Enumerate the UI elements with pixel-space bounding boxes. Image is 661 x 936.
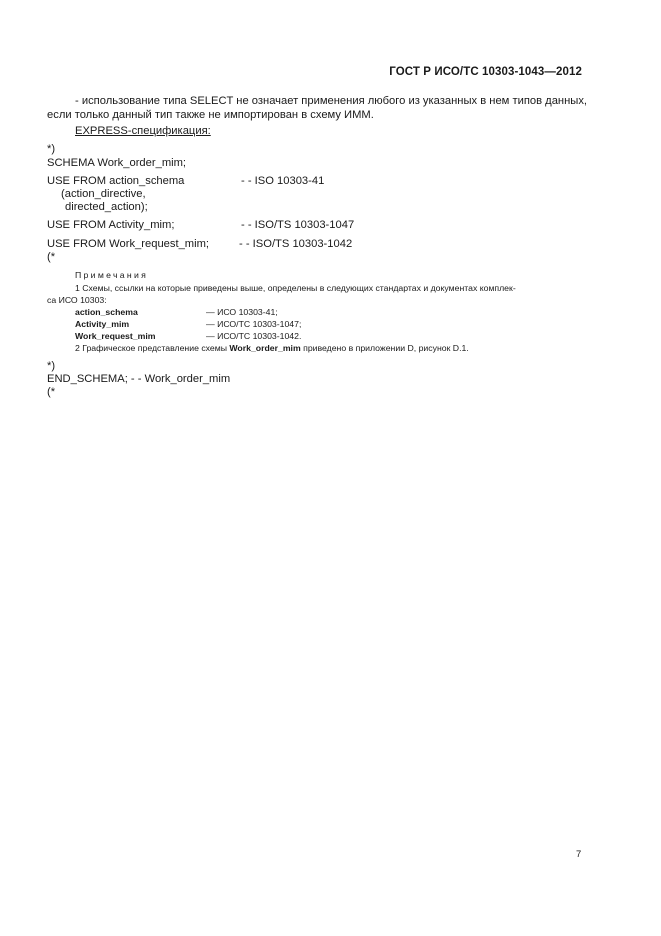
intro-line-2: если только данный тип также не импортирован в схему ИММ. bbox=[47, 109, 374, 121]
code-use-request: USE FROM Work_request_mim; bbox=[47, 238, 210, 250]
footer-close-comment: (* bbox=[47, 386, 56, 398]
code-schema-line: SCHEMA Work_order_mim; bbox=[47, 157, 187, 169]
end-schema-line: END_SCHEMA; - - Work_order_mim bbox=[47, 373, 231, 385]
standard-header: ГОСТ Р ИСО/ТС 10303-1043—2012 bbox=[389, 66, 582, 78]
code-item-2: directed_action); bbox=[65, 201, 148, 213]
code-use-action-ref: - - ISO 10303-41 bbox=[241, 175, 325, 187]
note-1-line-2: са ИСО 10303: bbox=[47, 295, 107, 305]
notes-heading: Примечания bbox=[75, 270, 149, 280]
code-item-1: (action_directive, bbox=[61, 188, 146, 200]
code-use-activity-ref: - - ISO/TS 10303-1047 bbox=[241, 219, 355, 231]
code-open-comment: *) bbox=[47, 143, 56, 155]
code-use-activity: USE FROM Activity_mim; bbox=[47, 219, 175, 231]
ref-name: Activity_mim bbox=[75, 319, 130, 329]
ref-name: action_schema bbox=[75, 307, 138, 317]
note-2-suffix: приведено в приложении D, рисунок D.1. bbox=[303, 343, 469, 353]
code-use-request-ref: - - ISO/TS 10303-1042 bbox=[239, 238, 353, 250]
code-use-action: USE FROM action_schema bbox=[47, 175, 185, 187]
ref-doc: — ИСО/ТС 10303-1042. bbox=[206, 331, 302, 341]
page-number: 7 bbox=[576, 849, 582, 860]
note-2-schema-name: Work_order_mim bbox=[229, 343, 301, 353]
intro-line-1: - использование типа SELECT не означает применения любого из указанных в нем типов данных, bbox=[75, 95, 588, 107]
footer-open-comment: *) bbox=[47, 360, 56, 372]
code-close-comment: (* bbox=[47, 251, 56, 263]
ref-doc: — ИСО/ТС 10303-1047; bbox=[206, 319, 302, 329]
note-1-line-1: 1 Схемы, ссылки на которые приведены выше, определены в следующих стандартах и документах комплек- bbox=[75, 283, 516, 293]
ref-doc: — ИСО 10303-41; bbox=[206, 307, 278, 317]
ref-name: Work_request_mim bbox=[75, 331, 156, 341]
note-2-prefix: 2 Графическое представление схемы bbox=[75, 343, 227, 353]
express-spec-label: EXPRESS-спецификация: bbox=[75, 125, 211, 137]
note-2 bbox=[75, 343, 469, 354]
